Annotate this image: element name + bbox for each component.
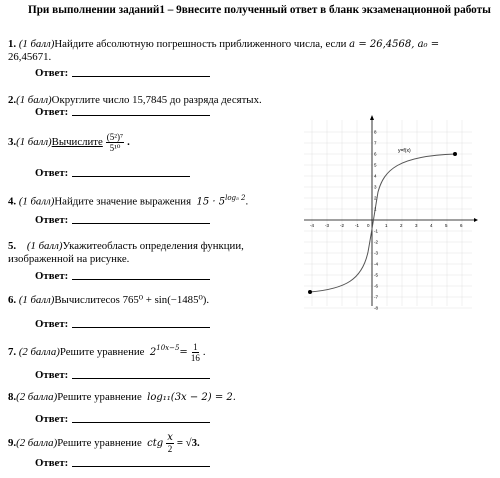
question-8 bbox=[8, 391, 236, 404]
question-1 bbox=[8, 38, 478, 64]
q3-denominator: 5¹⁰ bbox=[109, 143, 121, 153]
q3-numerator: (5²)⁷ bbox=[106, 132, 124, 142]
answer-label: Ответ: bbox=[35, 67, 69, 79]
q2-text: Округлите число 15,7845 до разряда десятых. bbox=[51, 94, 262, 106]
q4-tail: . bbox=[245, 195, 249, 208]
answer-3 bbox=[35, 167, 190, 179]
y-tick-label: -8 bbox=[374, 305, 379, 310]
answer-line[interactable] bbox=[72, 115, 210, 116]
answer-label: Ответ: bbox=[35, 318, 69, 330]
question-5 bbox=[8, 240, 293, 266]
answer-line[interactable] bbox=[72, 76, 210, 77]
q6-points: (1 балл) bbox=[18, 294, 55, 306]
x-tick-label: 1 bbox=[385, 223, 388, 228]
y-tick-label: -1 bbox=[374, 228, 379, 234]
q1-math-cont: 26,45671. bbox=[8, 51, 52, 63]
q5-number: 5. bbox=[8, 240, 17, 252]
q5-text-cont: изображенной на рисунке. bbox=[8, 253, 130, 265]
q7-equals: = bbox=[179, 347, 188, 358]
y-tick-label: -5 bbox=[374, 272, 379, 278]
y-tick-label: 7 bbox=[374, 140, 377, 146]
answer-9 bbox=[35, 457, 210, 469]
question-7 bbox=[8, 342, 206, 363]
q9-number: 9. bbox=[8, 437, 17, 449]
q1-math: a = 26,4568, a₀ = bbox=[349, 39, 440, 50]
y-tick-label: -3 bbox=[374, 250, 379, 256]
origin-label: 0 bbox=[367, 223, 370, 228]
q8-text: Решите уравнение bbox=[57, 391, 142, 403]
question-4 bbox=[8, 192, 248, 209]
y-tick-label: 6 bbox=[374, 151, 377, 157]
q4-text: Найдите значение выражения bbox=[54, 195, 192, 208]
answer-label: Ответ: bbox=[35, 369, 69, 381]
q9-numerator: x bbox=[167, 432, 173, 443]
y-tick-label: 8 bbox=[374, 129, 377, 135]
y-tick-label: 4 bbox=[374, 173, 377, 179]
q1-number: 1. bbox=[8, 38, 17, 50]
answer-label: Ответ: bbox=[35, 106, 69, 118]
answer-7 bbox=[35, 369, 210, 381]
q9-text: Решите уравнение bbox=[57, 437, 142, 449]
q6-number: 6. bbox=[8, 294, 17, 306]
q3-fraction bbox=[106, 132, 124, 153]
answer-line[interactable] bbox=[72, 279, 210, 280]
q4-math: 15 · 5 bbox=[196, 196, 226, 208]
x-tick-label: 5 bbox=[445, 223, 448, 228]
x-axis-arrow bbox=[474, 218, 478, 222]
y-tick-label: -2 bbox=[374, 239, 379, 245]
q8-number: 8. bbox=[8, 391, 17, 403]
q3-text: Вычислите bbox=[51, 136, 103, 148]
y-tick-label: -6 bbox=[374, 283, 379, 289]
answer-label: Ответ: bbox=[35, 413, 69, 425]
function-label: y=f(x) bbox=[398, 148, 411, 154]
q4-number: 4. bbox=[8, 195, 17, 208]
q9-denominator: 2 bbox=[167, 444, 173, 454]
answer-label: Ответ: bbox=[35, 214, 69, 226]
answer-label: Ответ: bbox=[35, 457, 69, 469]
y-tick-label: 1 bbox=[374, 206, 377, 212]
q8-points: (2 балла) bbox=[16, 391, 58, 403]
q9-tail: = √3. bbox=[176, 437, 200, 449]
q7-number: 7. bbox=[8, 346, 17, 358]
q4-exponent: log₅ 2 bbox=[225, 194, 246, 202]
q7-numerator: 1 bbox=[193, 342, 198, 352]
q6-text: Вычислитеcos 765⁰ + sin(−1485⁰). bbox=[54, 294, 210, 306]
answer-line[interactable] bbox=[72, 422, 210, 423]
q7-text: Решите уравнение bbox=[59, 346, 145, 358]
y-axis-arrow bbox=[370, 115, 374, 120]
x-tick-label: -2 bbox=[340, 223, 345, 228]
answer-line[interactable] bbox=[72, 466, 210, 467]
q8-math: log₁₁(3x − 2) = 2. bbox=[147, 392, 236, 403]
q3-number: 3. bbox=[8, 136, 17, 148]
answer-4 bbox=[35, 214, 210, 226]
answer-label: Ответ: bbox=[35, 167, 69, 179]
q1-text: Найдите абсолютную погрешность приближенного числа, если bbox=[54, 38, 347, 50]
q3-tail: . bbox=[127, 136, 130, 148]
grid bbox=[304, 120, 472, 308]
q7-exponent: 10x−5 bbox=[156, 344, 180, 352]
answer-5 bbox=[35, 270, 210, 282]
answer-2 bbox=[35, 106, 210, 118]
q4-points: (1 балл) bbox=[18, 195, 55, 208]
answer-line[interactable] bbox=[72, 176, 190, 177]
question-3 bbox=[8, 132, 130, 153]
x-tick-label: -1 bbox=[355, 223, 360, 228]
q5-text: Укажитеобласть определения функции, bbox=[62, 240, 244, 252]
question-6 bbox=[8, 294, 209, 307]
x-tick-label: 4 bbox=[430, 223, 433, 228]
q7-tail: . bbox=[202, 346, 206, 358]
page-header: При выполнении заданий1 – 9внесите полученный ответ в бланк экзаменационной работы bbox=[28, 4, 491, 16]
q5-points: (1 балл) bbox=[26, 240, 63, 252]
x-tick-labels bbox=[310, 223, 463, 228]
x-tick-label: 2 bbox=[400, 223, 403, 228]
q2-points: (1 балл) bbox=[16, 94, 52, 106]
question-9 bbox=[8, 433, 200, 454]
q7-base: 2 bbox=[149, 347, 157, 358]
y-tick-label: 2 bbox=[374, 195, 377, 201]
q9-fraction bbox=[166, 433, 174, 454]
y-tick-label: 3 bbox=[374, 184, 377, 190]
q3-points: (1 балл) bbox=[16, 136, 52, 148]
x-tick-label: -4 bbox=[310, 223, 315, 228]
y-tick-label: -4 bbox=[374, 261, 379, 267]
function-graph bbox=[300, 112, 478, 310]
q1-points: (1 балл) bbox=[18, 38, 55, 50]
answer-line[interactable] bbox=[72, 327, 210, 328]
x-tick-label: -3 bbox=[325, 223, 330, 228]
answer-8 bbox=[35, 413, 210, 425]
answer-line[interactable] bbox=[72, 378, 210, 379]
answer-6 bbox=[35, 318, 210, 330]
answer-line[interactable] bbox=[72, 223, 210, 224]
x-tick-label: 3 bbox=[415, 223, 418, 228]
y-tick-label: 5 bbox=[374, 162, 377, 168]
q7-points: (2 балла) bbox=[18, 346, 60, 358]
answer-1 bbox=[35, 67, 210, 79]
q9-ctg: ctg bbox=[147, 438, 164, 449]
curve-start-point bbox=[308, 290, 312, 294]
q9-points: (2 балла) bbox=[16, 437, 58, 449]
answer-label: Ответ: bbox=[35, 270, 69, 282]
y-tick-label: -7 bbox=[374, 294, 379, 300]
x-tick-label: 6 bbox=[460, 223, 463, 228]
q2-number: 2. bbox=[8, 94, 17, 106]
q7-denominator: 16 bbox=[190, 353, 200, 363]
curve-end-point bbox=[453, 152, 457, 156]
q7-fraction bbox=[191, 342, 200, 363]
